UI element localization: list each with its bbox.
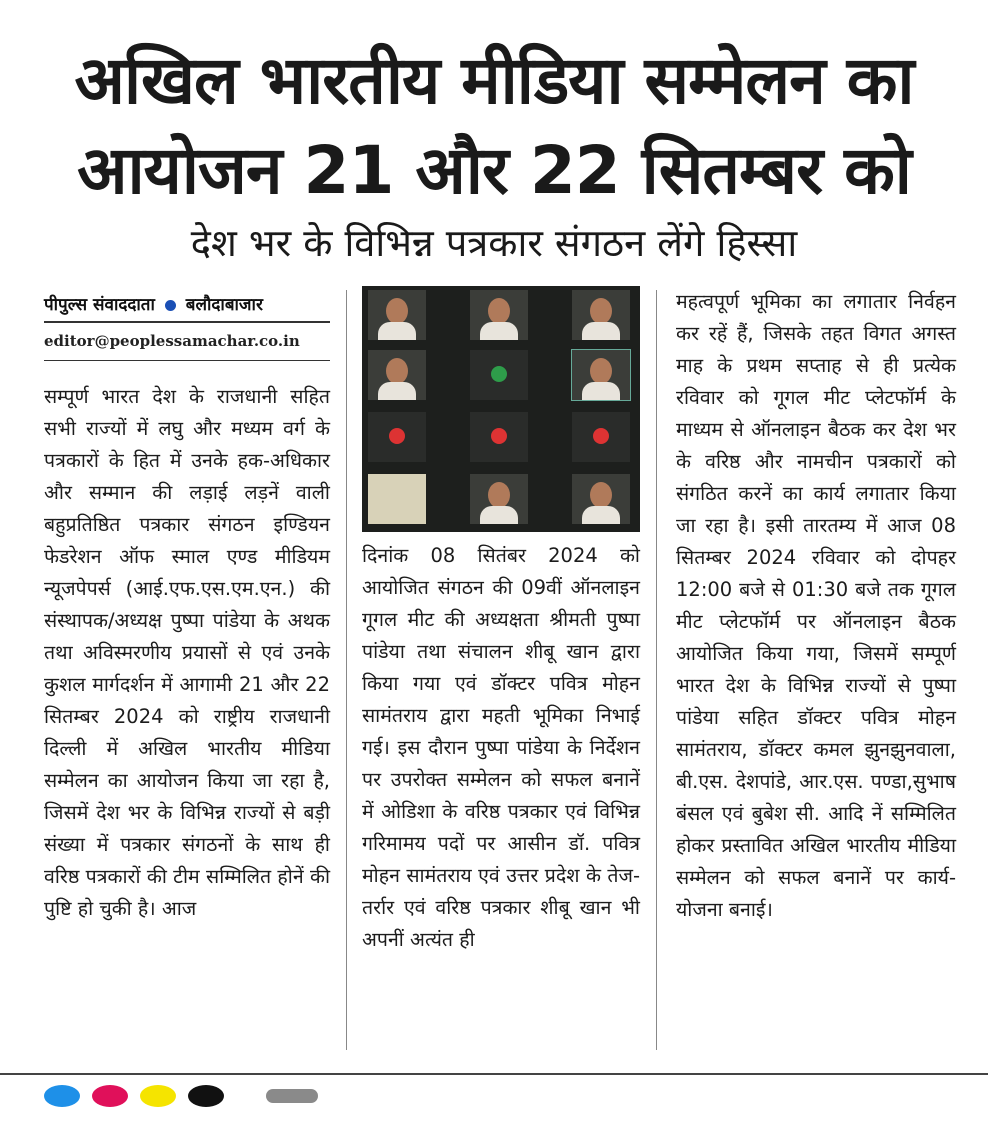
registration-mark-magenta	[92, 1085, 128, 1107]
participant-tile	[572, 412, 630, 462]
article-column-2: दिनांक 08 सितंबर 2024 को आयोजित संगठन की 09वीं ऑनलाइन गूगल मीट की अध्यक्षता श्रीमती पुष्पा पांडेया तथा संचालन शीबू खान द्वारा किया गया एवं डॉक्टर पवित्र मोहन सामंतराय द्वारा महती भूमिका निभाई गई। इस दौरान पुष्पा पांडेया के निर्देशन पर उपरोक्त सम्मेलन को सफल बनानें में ओडिशा के वरिष्ठ पत्रकार एवं विभिन्न गरिमामय पदों पर आसीन डॉ. पवित्र मोहन सामंतराय एवं उत्तर प्रदेश के तेज-तर्रार एवं वरिष्ठ पत्रकार शीबू खान भी अपनीं अत्यंत ही	[362, 544, 640, 951]
logo-icon	[389, 428, 405, 444]
registration-bar	[266, 1089, 318, 1103]
participant-tile	[572, 350, 630, 400]
registration-mark-yellow	[140, 1085, 176, 1107]
participant-tile	[470, 290, 528, 340]
page-bottom-rule	[0, 1073, 988, 1075]
participant-tile	[572, 290, 630, 340]
article-column-3: महत्वपूर्ण भूमिका का लगातार निर्वहन कर रहें हैं, जिसके तहत विगत अगस्त माह के प्रथम सप्ताह से ही प्रत्येक रविवार को गूगल मीट प्लेटफॉर्म के माध्यम से ऑनलाइन बैठक कर देश भर के वरिष्ठ और नामचीन पत्रकारों को संगठित करनें का कार्य लगातार किया जा रहा है। इसी तारतम्य में आज 08 सितम्बर 2024 रविवार को दोपहर 12:00 बजे से 01:30 बजे तक गूगल मीट प्लेटफॉर्म पर ऑनलाइन बैठक आयोजित किया गया, जिसमें सम्पूर्ण भारत देश के विभिन्न राज्यों से पुष्पा पांडेया सहित डॉक्टर पवित्र मोहन सामंतराय, डॉक्टर कमल झुनझुनवाला, बी.एस. देशपांडे, आर.एस. पण्डा,सुभाष बंसल एवं बुबेश सी. आदि नें सम्मिलित होकर प्रस्तावित अखिल भारतीय मीडिया सम्मेलन को सफल बनानें पर कार्य-योजना बनाई।	[676, 290, 956, 921]
participant-tile	[470, 412, 528, 462]
video-meeting-photo	[362, 286, 640, 532]
registration-mark-cyan	[44, 1085, 80, 1107]
headline-line-1: अखिल भारतीय मीडिया सम्मेलन का	[74, 42, 914, 119]
column-divider-2	[656, 290, 657, 1050]
editor-email: editor@peoplessamachar.co.in	[44, 332, 300, 350]
participant-tile	[470, 350, 528, 400]
registration-mark-black	[188, 1085, 224, 1107]
column-divider-1	[346, 290, 347, 1050]
logo-icon	[593, 428, 609, 444]
participant-tile	[368, 350, 426, 400]
subheadline: देश भर के विभिन्न पत्रकार संगठन लेंगे हिस्सा	[190, 221, 798, 265]
participant-tile	[470, 474, 528, 524]
email-rule	[44, 360, 330, 361]
byline-rule	[44, 321, 330, 323]
participant-tile	[572, 474, 630, 524]
bullet-dot-icon	[165, 300, 176, 311]
logo-icon	[491, 428, 507, 444]
participant-tile	[368, 412, 426, 462]
byline	[44, 292, 330, 315]
participant-tile	[368, 474, 426, 524]
article-column-1: सम्पूर्ण भारत देश के राजधानी सहित सभी राज्यों में लघु और मध्यम वर्ग के पत्रकारों के हित में उनके हक-अधिकार और सम्मान की लड़ाई लड़नें वाली बहुप्रतिष्ठित पत्रकार संगठन इण्डियन फेडरेशन ऑफ स्माल एण्ड मीडियम न्यूजपेपर्स (आई.एफ.एस.एम.एन.) की संस्थापक/अध्यक्ष पुष्पा पांडेया के अथक तथा अविस्मरणीय प्रयासों से एवं उनके कुशल मार्गदर्शन में आगामी 21 और 22 सितम्बर 2024 को राष्ट्रीय राजधानी दिल्ली में अखिल भारतीय मीडिया सम्मेलन का आयोजन किया जा रहा है, जिसमें देश भर के विभिन्न राज्यों से बड़ी संख्या में पत्रकार संगठनों के साथ ही वरिष्ठ पत्रकारों की टीम सम्मिलित होनें की पुष्टि हो चुकी है। आज	[44, 385, 330, 920]
headline-line-2: आयोजन 21 और 22 सितम्बर को	[77, 132, 911, 209]
reporter-name: पीपुल्स संवाददाता	[44, 295, 155, 315]
participant-tile	[368, 290, 426, 340]
dateline-location: बलौदाबाजार	[185, 295, 263, 315]
avatar-badge-icon	[491, 366, 507, 382]
